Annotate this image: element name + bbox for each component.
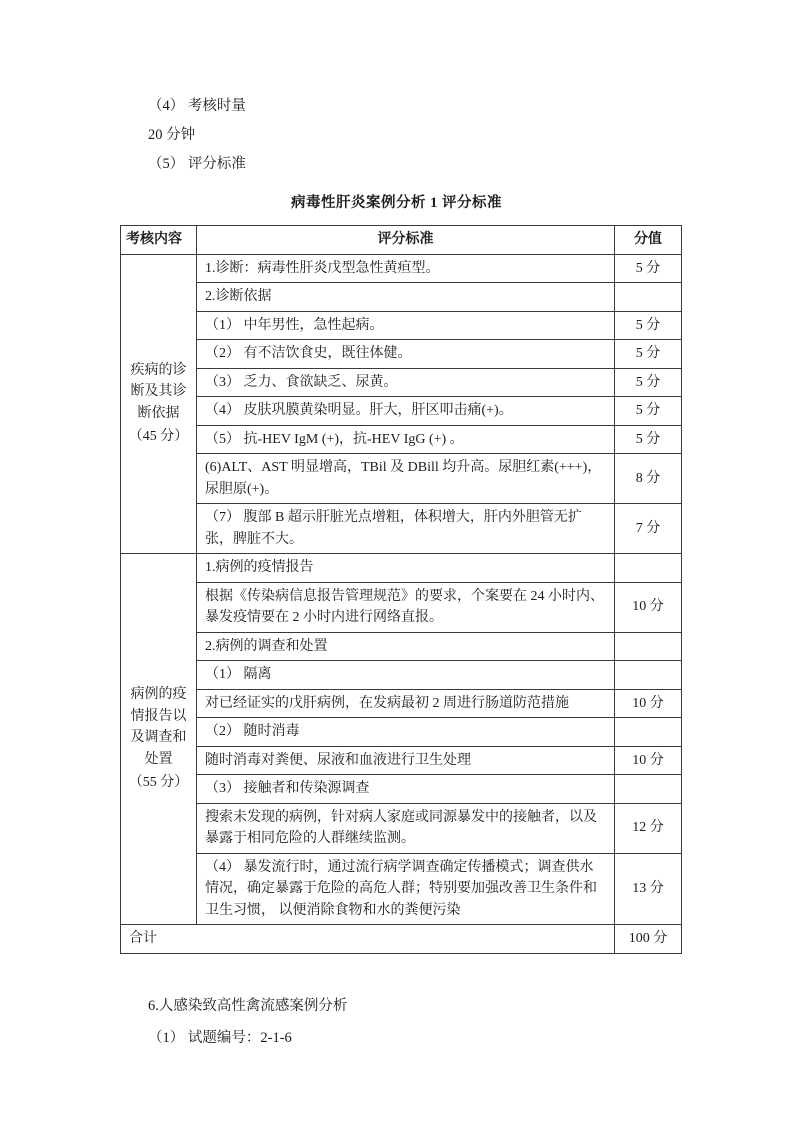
criterion-cell: （1） 中年男性，急性起病。 xyxy=(197,311,615,340)
score-cell: 5 分 xyxy=(615,340,682,369)
score-cell xyxy=(615,283,682,312)
score-cell: 10 分 xyxy=(615,689,682,718)
table-row xyxy=(121,311,682,340)
table-title: 病毒性肝炎案例分析 1 评分标准 xyxy=(291,195,502,211)
criterion-cell: 1.诊断：病毒性肝炎戊型急性黄疸型。 xyxy=(197,254,615,283)
header-content-cell: 考核内容 xyxy=(121,226,197,255)
table-row xyxy=(121,397,682,426)
intro-block xyxy=(148,92,793,179)
section-label-cell-report xyxy=(121,554,197,925)
header-standard-cell: 评分标准 xyxy=(197,226,615,255)
criterion-cell: （7） 腹部 B 超示肝脏光点增粗，体积增大，肝内外胆管无扩张，脾脏不大。 xyxy=(197,504,615,554)
score-cell: 5 分 xyxy=(615,368,682,397)
score-cell: 12 分 xyxy=(615,803,682,853)
table-total-row xyxy=(121,925,682,954)
table-row xyxy=(121,853,682,925)
table-row xyxy=(121,454,682,504)
score-cell xyxy=(615,632,682,661)
section-name: 病例的疫情报告以及调查和处置 xyxy=(130,687,187,767)
score-cell xyxy=(615,775,682,804)
next-case-question-number: （1） 试题编号：2-1-6 xyxy=(148,1029,292,1046)
score-cell xyxy=(615,661,682,690)
score-cell xyxy=(615,718,682,747)
table-row xyxy=(121,283,682,312)
score-cell: 5 分 xyxy=(615,311,682,340)
table-row xyxy=(121,368,682,397)
score-cell: 10 分 xyxy=(615,746,682,775)
criterion-cell: （4） 皮肤巩膜黄染明显。肝大，肝区叩击痛(+)。 xyxy=(197,397,615,426)
header-score-cell: 分值 xyxy=(615,226,682,255)
section-score: （45 分） xyxy=(128,429,189,445)
criterion-cell: （2） 随时消毒 xyxy=(197,718,615,747)
criterion-cell: （2） 有不洁饮食史，既往体健。 xyxy=(197,340,615,369)
table-row xyxy=(121,554,682,583)
criterion-cell: （1） 隔离 xyxy=(197,661,615,690)
table-row xyxy=(121,340,682,369)
criterion-cell: 2.病例的调查和处置 xyxy=(197,632,615,661)
section-name: 疾病的诊断及其诊断依据 xyxy=(130,362,187,421)
score-cell: 7 分 xyxy=(615,504,682,554)
criterion-cell: （3） 接触者和传染源调查 xyxy=(197,775,615,804)
table-row xyxy=(121,254,682,283)
intro-line-duration-value: 20 分钟 xyxy=(148,127,196,143)
score-cell: 8 分 xyxy=(615,454,682,504)
intro-line-exam-duration-heading: （4） 考核时量 xyxy=(148,98,246,114)
criterion-cell: 搜索未发现的病例，针对病人家庭或同源暴发中的接触者，以及暴露于相同危险的人群继续监测。 xyxy=(197,803,615,853)
criterion-cell: （4） 暴发流行时，通过流行病学调查确定传播模式；调查供水情况，确定暴露于危险的高危人群；特别要加强改善卫生条件和卫生习惯， 以便消除食物和水的粪便污染 xyxy=(197,853,615,925)
section-label-cell-diagnosis xyxy=(121,254,197,554)
table-row xyxy=(121,718,682,747)
scoring-table xyxy=(120,225,682,954)
table-row xyxy=(121,746,682,775)
criterion-cell: 2.诊断依据 xyxy=(197,283,615,312)
section-score: （55 分） xyxy=(128,775,189,791)
score-cell: 5 分 xyxy=(615,397,682,426)
intro-line-scoring-heading: （5） 评分标准 xyxy=(148,156,246,172)
table-row xyxy=(121,689,682,718)
criterion-cell: 对已经证实的戊肝病例，在发病最初 2 周进行肠道防范措施 xyxy=(197,689,615,718)
table-row xyxy=(121,582,682,632)
criterion-cell: 1.病例的疫情报告 xyxy=(197,554,615,583)
total-score-cell: 100 分 xyxy=(615,925,682,954)
total-label-cell: 合计 xyxy=(121,925,615,954)
criterion-cell: （3） 乏力、食欲缺乏、尿黄。 xyxy=(197,368,615,397)
criterion-cell: 随时消毒对粪便、尿液和血液进行卫生处理 xyxy=(197,746,615,775)
criterion-cell: 根据《传染病信息报告管理规范》的要求，个案要在 24 小时内、暴发疫情要在 2 小时内进行网络直报。 xyxy=(197,582,615,632)
table-header-row xyxy=(121,226,682,255)
score-cell xyxy=(615,554,682,583)
next-section-block xyxy=(148,990,793,1054)
score-cell: 5 分 xyxy=(615,425,682,454)
table-row xyxy=(121,425,682,454)
score-cell: 13 分 xyxy=(615,853,682,925)
criterion-cell: (6)ALT、AST 明显增高，TBil 及 DBill 均升高。尿胆红素(+++)，尿胆原(+)。 xyxy=(197,454,615,504)
table-row xyxy=(121,661,682,690)
table-row xyxy=(121,504,682,554)
score-cell: 10 分 xyxy=(615,582,682,632)
score-cell: 5 分 xyxy=(615,254,682,283)
table-row xyxy=(121,803,682,853)
table-row xyxy=(121,775,682,804)
next-case-heading: 6.人感染致高性禽流感案例分析 xyxy=(148,997,348,1014)
criterion-cell: （5） 抗-HEV IgM (+)，抗-HEV IgG (+) 。 xyxy=(197,425,615,454)
table-row xyxy=(121,632,682,661)
